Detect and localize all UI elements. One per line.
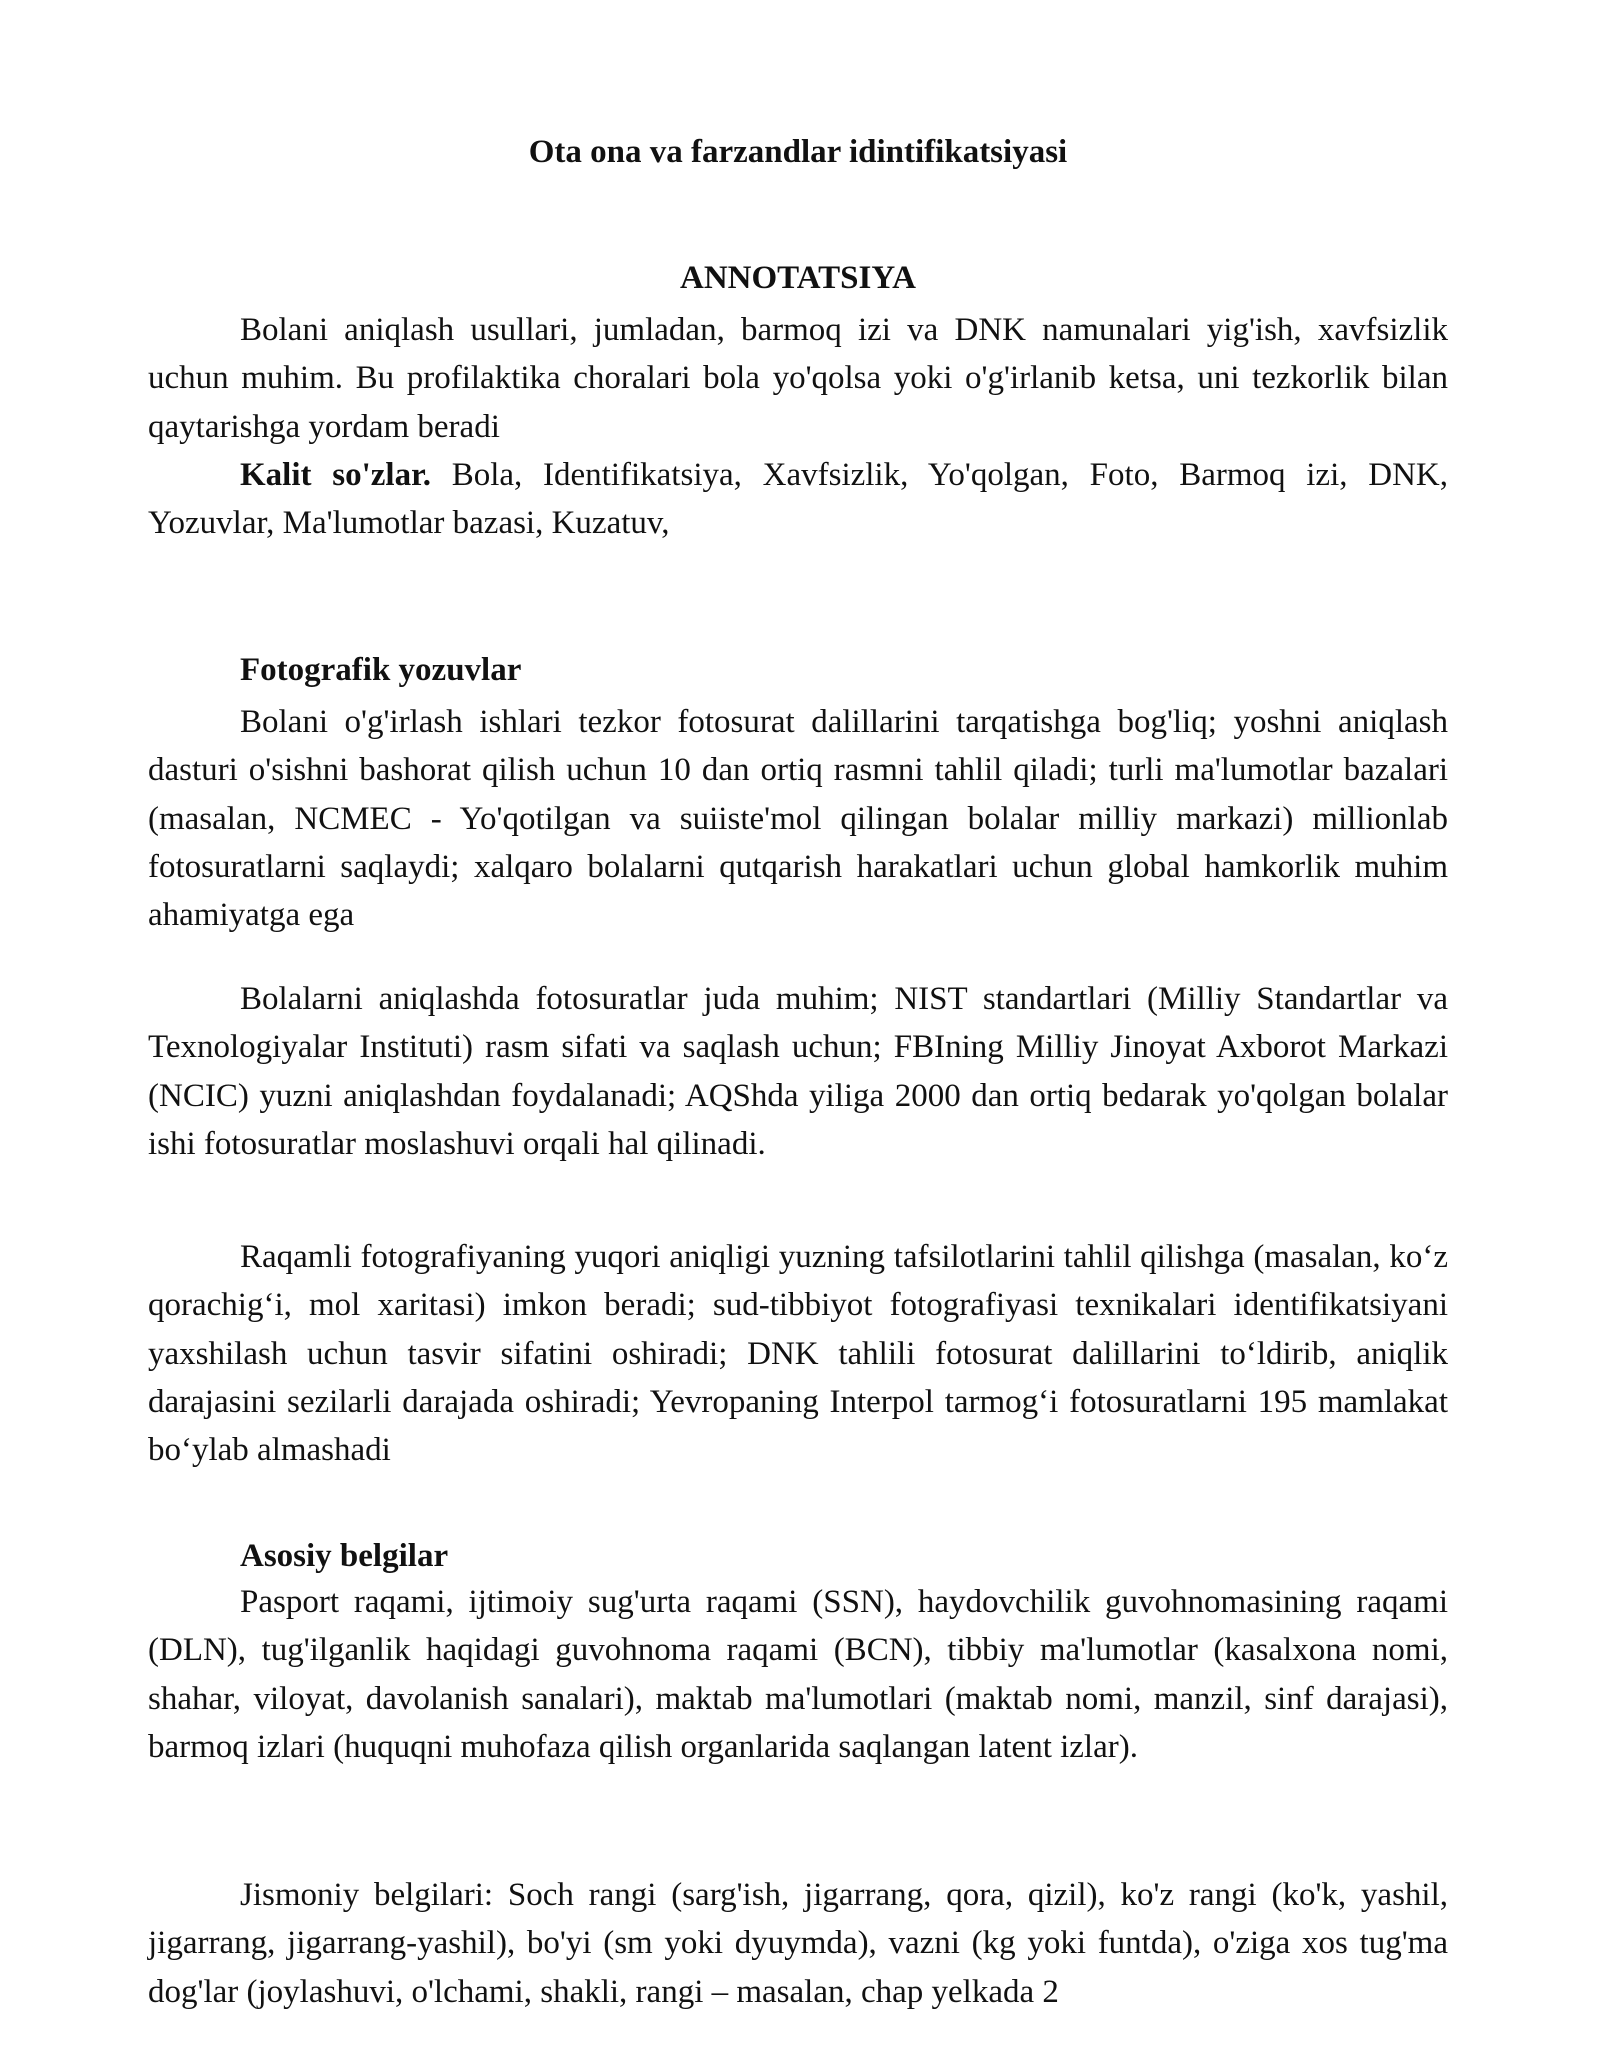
photo-paragraph-1: Bolani o'g'irlash ishlari tezkor fotosurat dalillarini tarqatishga bog'liq; yoshni aniqlash dasturi o'sishni bashorat qilish uchun 10 dan ortiq rasmni tahlil qiladi; turli ma'lumotlar bazalari (masalan, NCMEC - Yo'qotilgan va suiiste'mol qilingan bolalar milliy markazi) millionlab fotosuratlarni saqlaydi; xalqaro bolalarni qutqarish harakatlari uchun global hamkorlik muhim ahamiyatga ega [148,704,1448,934]
keywords-paragraph [148,451,1448,548]
photo-paragraph-2: Bolalarni aniqlashda fotosuratlar juda muhim; NIST standartlari (Milliy Standartlar va Texnologiyalar Instituti) rasm sifati va saqlash uchun; FBIning Milliy Jinoyat Axborot Markazi (NCIC) yuzni aniqlashdan foydalanadi; AQShda yiliga 2000 dan ortiq bedarak yo'qolgan bolalar ishi fotosuratlar moslashuvi orqali hal qilinadi. [148,981,1448,1162]
annotation-heading: ANNOTATSIYA [680,260,916,296]
keywords-list: Bola, Identifikatsiya, Xavfsizlik, Yo'qolgan, Foto, Barmoq izi, DNK, Yozuvlar, Ma'lumotlar bazasi, Kuzatuv, [148,457,1448,542]
section-heading-features: Asosiy belgilar [240,1538,449,1574]
section-heading-photo: Fotografik yozuvlar [240,652,522,688]
photo-paragraph-3: Raqamli fotografiyaning yuqori aniqligi yuzning tafsilotlarini tahlil qilishga (masalan, ko‘z qorachig‘i, mol xaritasi) imkon beradi; sud-tibbiyot fotografiyasi texnikalari identifikatsiyani yaxshilash uchun tasvir sifatini oshiradi; DNK tahlili fotosurat dalillarini to‘ldirib, aniqlik darajasini sezilarli darajada oshiradi; Yevropaning Interpol tarmog‘i fotosuratlarni 195 mamlakat bo‘ylab almashadi [148,1239,1448,1469]
features-paragraph-1: Pasport raqami, ijtimoiy sug'urta raqami (SSN), haydovchilik guvohnomasining raqami (DLN), tug'ilganlik haqidagi guvohnoma raqami (BCN), tibbiy ma'lumotlar (kasalxona nomi, shahar, viloyat, davolanish sanalari), maktab ma'lumotlari (maktab nomi, manzil, sinf darajasi), barmoq izlari (huquqni muhofaza qilish organlarida saqlangan latent izlar). [148,1584,1448,1765]
features-paragraph-2: Jismoniy belgilari: Soch rangi (sarg'ish, jigarrang, qora, qizil), ko'z rangi (ko'k, yashil, jigarrang, jigarrang-yashil), bo'yi (sm yoki dyuymda), vazni (kg yoki funtda), o'ziga xos tug'ma dog'lar (joylashuvi, o'lchami, shakli, rangi – masalan, chap yelkada 2 [148,1877,1448,2010]
keywords-label: Kalit so'zlar. [240,457,431,493]
annotation-paragraph: Bolani aniqlash usullari, jumladan, barmoq izi va DNK namunalari yig'ish, xavfsizlik uchun muhim. Bu profilaktika choralari bola yo'qolsa yoki o'g'irlanib ketsa, uni tezkorlik bilan qaytarishga yordam beradi [148,312,1448,445]
document-title: Ota ona va farzandlar idintifikatsiyasi [528,134,1068,170]
